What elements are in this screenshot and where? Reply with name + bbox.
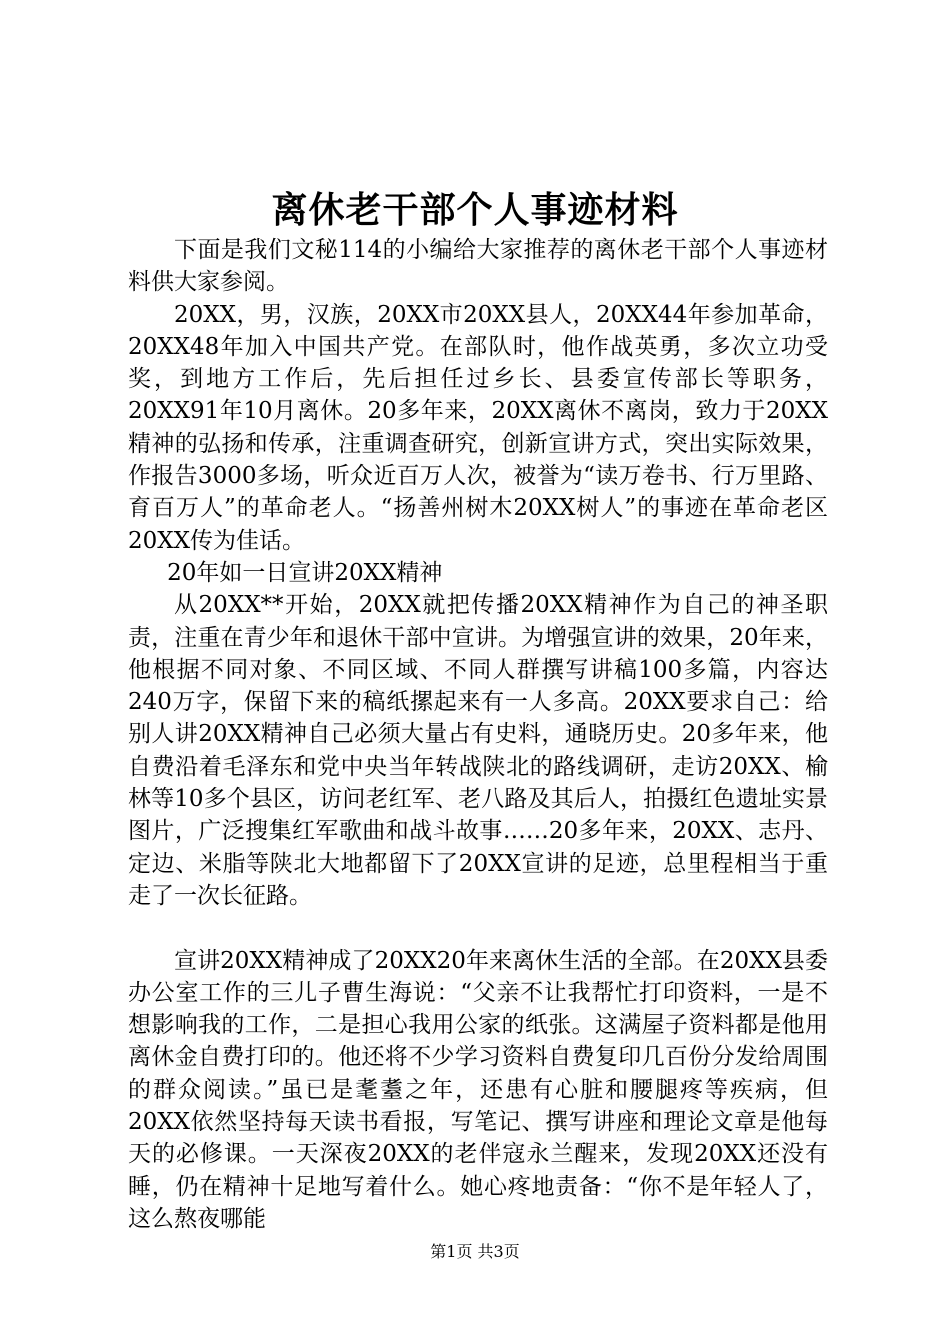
page-number-footer: 第1页 共3页 <box>430 1242 520 1261</box>
document-title: 离休老干部个人事迹材料 <box>271 189 679 231</box>
section-heading: 20年如一日宣讲20XX精神 <box>167 559 443 586</box>
propagation-paragraph: 从20XX**开始，20XX就把传播20XX精神作为自己的神圣职责，注重在青少年和退休干部中宣讲。为增强宣讲的效果，20年来，他根据不同对象、不同区域、不同人群撰写讲稿100多篇，内容达240万字，保留下来的稿纸摞起来有一人多高。20XX要求自己：给别人讲20XX精神自己必须大量占有史料，通晓历史。20多年来，他自费沿着毛泽东和党中央当年转战陕北的路线调研，走访20XX、榆林等10多个县区，访问老红军、老八路及其后人，拍摄红色遗址实景图片，广泛搜集红军歌曲和战斗故事……20多年来，20XX、志丹、定边、米脂等陕北大地都留下了20XX宣讲的足迹，总里程相当于重走了一次长征路。 <box>128 592 828 909</box>
document-body <box>128 234 828 1235</box>
biography-paragraph: 20XX，男，汉族，20XX市20XX县人，20XX44年参加革命，20XX48年加入中国共产党。在部队时，他作战英勇，多次立功受奖，到地方工作后，先后担任过乡长、县委宣传部长等职务，20XX91年10月离休。20多年来，20XX离休不离岗，致力于20XX精神的弘扬和传承，注重调查研究，创新宣讲方式，突出实际效果，作报告3000多场，听众近百万人次，被誉为“读万卷书、行万里路、育百万人”的革命老人。“扬善州树木20XX树人”的事迹在革命老区20XX传为佳话。 <box>128 301 828 554</box>
paragraph-spacer <box>128 912 828 944</box>
retirement-life-paragraph: 宣讲20XX精神成了20XX20年来离休生活的全部。在20XX县委办公室工作的三儿子曹生海说：“父亲不让我帮忙打印资料，一是不想影响我的工作，二是担心我用公家的纸张。这满屋子资料都是他用离休金自费打印的。他还将不少学习资料自费复印几百份分发给周围的群众阅读。”虽已是耄耋之年，还患有心脏和腰腿疼等疾病，但20XX依然坚持每天读书看报，写笔记、撰写讲座和理论文章是他每天的必修课。一天深夜20XX的老伴寇永兰醒来，发现20XX还没有睡，仍在精神十足地写着什么。她心疼地责备：“你不是年轻人了，这么熬夜哪能 <box>128 947 828 1232</box>
intro-paragraph: 下面是我们文秘114的小编给大家推荐的离休老干部个人事迹材料供大家参阅。 <box>128 237 828 296</box>
